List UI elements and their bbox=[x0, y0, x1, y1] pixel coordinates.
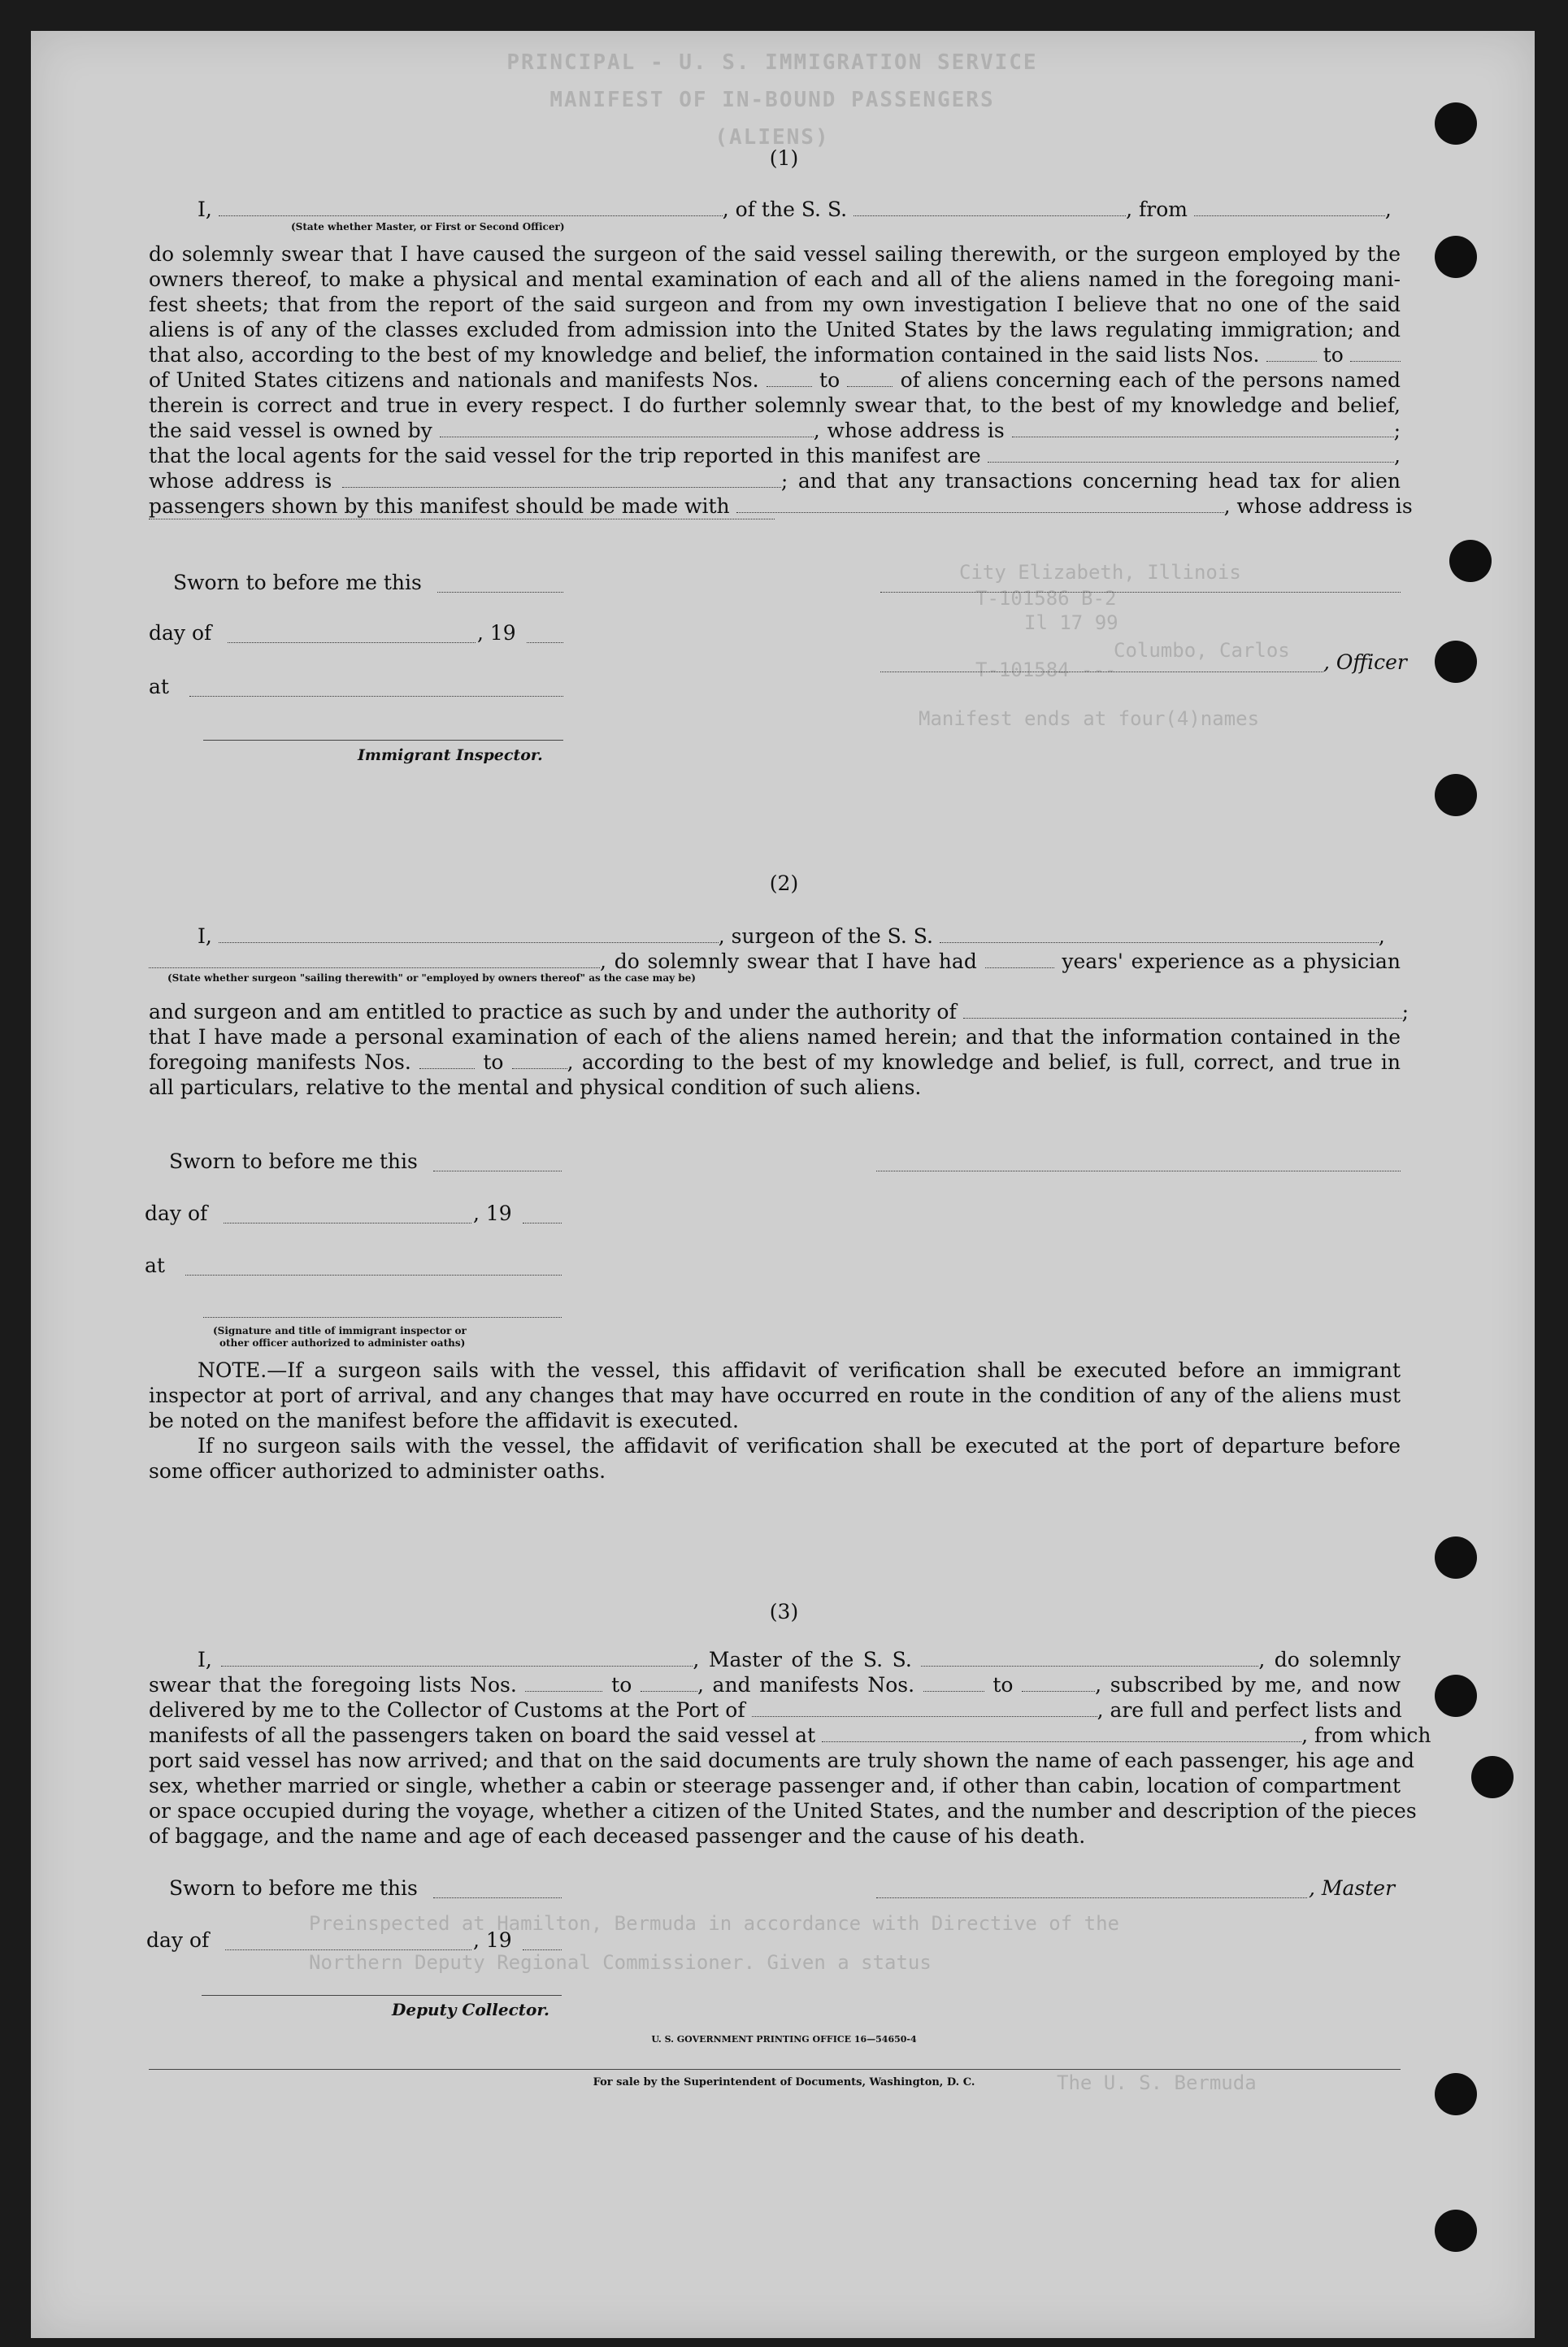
s1-line-e: the said vessel is owned by , whose address is ; bbox=[149, 419, 1401, 442]
lists-to-field[interactable] bbox=[1350, 343, 1401, 362]
s3-vessel-field[interactable] bbox=[921, 1648, 1258, 1667]
s3-year-field[interactable] bbox=[523, 1928, 562, 1950]
punch-hole bbox=[1435, 1536, 1477, 1579]
s2-month-field[interactable] bbox=[224, 1202, 471, 1223]
surgeon-caption: (State whether surgeon "sailing therewith" or "employed by owners thereof" as the case may be) bbox=[167, 972, 696, 984]
s1-sworn: Sworn to before me this bbox=[173, 571, 422, 594]
sale-line: For sale by the Superintendent of Documents, Washington, D. C. bbox=[593, 2076, 975, 2088]
s3-year: , 19 bbox=[473, 1928, 512, 1952]
s3-sworn: Sworn to before me this bbox=[169, 1876, 418, 1900]
s3-line-c: delivered by me to the Collector of Customs at the Port of , are full and perfect lists and bbox=[149, 1698, 1402, 1722]
s2-line-e: foregoing manifests Nos. to , according to the best of my knowledge and belief, is full, correct, and true in bbox=[149, 1050, 1401, 1074]
s3-line: of baggage, and the name and age of each deceased passenger and the cause of his death. bbox=[149, 1824, 1086, 1848]
manifests-to-field[interactable] bbox=[847, 368, 893, 387]
punch-hole bbox=[1435, 102, 1477, 145]
s3-manifests-to-field[interactable] bbox=[1022, 1673, 1095, 1692]
s3-line: sex, whether married or single, whether a cabin or steerage passenger and, if other than cabin, location of compartment bbox=[149, 1774, 1401, 1797]
s3-master-label: , Master bbox=[1309, 1876, 1396, 1900]
s1-year: , 19 bbox=[477, 621, 516, 645]
s1-month-field[interactable] bbox=[228, 621, 476, 643]
s2-day-of: day of bbox=[145, 1202, 208, 1225]
s2-sworn-day-field[interactable] bbox=[433, 1150, 562, 1171]
s1-line: aliens is of any of the classes excluded from admission into the United States by the laws regulating immigration; and bbox=[149, 318, 1401, 341]
s1-line-f: that the local agents for the said vessel for the trip reported in this manifest are , bbox=[149, 444, 1401, 467]
s3-manifests-from-field[interactable] bbox=[923, 1673, 984, 1692]
s3-line-d: manifests of all the passengers taken on board the said vessel at , from which bbox=[149, 1723, 1431, 1747]
authority-field[interactable] bbox=[963, 1000, 1402, 1019]
punch-hole bbox=[1435, 641, 1477, 683]
owner-field[interactable] bbox=[440, 419, 814, 437]
s2-sworn: Sworn to before me this bbox=[169, 1150, 418, 1173]
header-line-2: MANIFEST OF IN-BOUND PASSENGERS (ALIENS) bbox=[549, 88, 995, 150]
s1-line-a: I, , of the S. S. , from , bbox=[198, 198, 1392, 221]
s2-line-c: and surgeon and am entitled to practice as such by and under the authority of ; bbox=[149, 1000, 1409, 1024]
bleed-text: Columbo, Carlos bbox=[1114, 639, 1290, 662]
s3-lists-from-field[interactable] bbox=[525, 1673, 602, 1692]
local-agents-field[interactable] bbox=[988, 444, 1394, 463]
s2-manifests-to-field[interactable] bbox=[512, 1050, 567, 1069]
bleed-text: T-101586 B-2 bbox=[975, 587, 1117, 610]
s1-line-h: passengers shown by this manifest should be made with , whose address is bbox=[149, 494, 1413, 518]
punch-hole bbox=[1435, 774, 1477, 816]
s2-year: , 19 bbox=[473, 1202, 512, 1225]
page-header bbox=[488, 44, 1057, 156]
bleed-text: The U. S. Bermuda bbox=[1057, 2071, 1257, 2094]
officer-caption: (State whether Master, or First or Second Officer) bbox=[291, 221, 565, 233]
note-line: be noted on the manifest before the affidavit is executed. bbox=[149, 1409, 739, 1432]
s1-at-field[interactable] bbox=[189, 675, 563, 697]
s2-surgeon-sig[interactable] bbox=[876, 1150, 1401, 1171]
head-tax-contact-field[interactable] bbox=[736, 494, 1224, 513]
punch-hole bbox=[1471, 1756, 1514, 1798]
s3-master-sig[interactable] bbox=[876, 1876, 1307, 1898]
s2-year-field[interactable] bbox=[523, 1202, 562, 1223]
port-of-field[interactable] bbox=[752, 1698, 1097, 1717]
years-experience-field[interactable] bbox=[985, 950, 1054, 968]
s1-officer-sig[interactable] bbox=[880, 650, 1323, 672]
s2-line-d: that I have made a personal examination of each of the aliens named herein; and that the information contained in the bbox=[149, 1025, 1401, 1049]
s1-inspector-label: Immigrant Inspector. bbox=[358, 746, 543, 764]
boarding-port-field[interactable] bbox=[822, 1723, 1301, 1742]
s2-at-field[interactable] bbox=[185, 1254, 562, 1276]
punch-hole bbox=[1435, 2210, 1477, 2252]
vessel-name-field[interactable] bbox=[853, 198, 1126, 216]
s3-line-a: I, , Master of the S. S. , do solemnly bbox=[198, 1648, 1401, 1671]
s2-sig-caption: (Signature and title of immigrant inspector or other officer authorized to administer oaths) bbox=[213, 1325, 467, 1349]
manifests-from-field[interactable] bbox=[767, 368, 812, 387]
s1-line-d: therein is correct and true in every respect. I do further solemnly swear that, to the best of my knowledge and belief, bbox=[149, 393, 1401, 417]
s1-year-field[interactable] bbox=[527, 621, 563, 643]
s1-officer-sig-top[interactable] bbox=[880, 571, 1401, 593]
s3-line: or space occupied during the voyage, whether a citizen of the United States, and the number and description of the pieces bbox=[149, 1799, 1417, 1823]
header-line-1: PRINCIPAL - U. S. IMMIGRATION SERVICE bbox=[506, 50, 1038, 75]
agents-address-field[interactable] bbox=[342, 469, 781, 488]
s1-inspector-sig-line[interactable] bbox=[203, 740, 563, 741]
s3-day-of: day of bbox=[146, 1928, 210, 1952]
s3-collector-sig-line[interactable] bbox=[202, 1995, 562, 1996]
bleed-text: T-101584 --- bbox=[975, 658, 1117, 681]
bleed-text: Northern Deputy Regional Commissioner. Given a status bbox=[309, 1951, 932, 1974]
s2-line-a: I, , surgeon of the S. S. , bbox=[198, 924, 1385, 948]
s3-line: port said vessel has now arrived; and that on the said documents are truly shown the name of each passenger, his age and bbox=[149, 1749, 1415, 1772]
owner-address-field[interactable] bbox=[1012, 419, 1394, 437]
section-1-number: (1) bbox=[769, 146, 799, 170]
s1-line: fest sheets; that from the report of the said surgeon and from my own investigation I believe that no one of the said bbox=[149, 293, 1401, 316]
surgeon-name-field[interactable] bbox=[219, 924, 719, 943]
master-name-field[interactable] bbox=[221, 1648, 693, 1667]
punch-hole bbox=[1449, 540, 1492, 582]
s1-line-g: whose address is ; and that any transactions concerning head tax for alien bbox=[149, 469, 1401, 493]
note-line: If no surgeon sails with the vessel, the affidavit of verification shall be executed at the port of departure before bbox=[198, 1434, 1401, 1458]
s3-sworn-day-field[interactable] bbox=[433, 1876, 562, 1898]
s3-line-b: swear that the foregoing lists Nos. to , and manifests Nos. to , subscribed by me, and now bbox=[149, 1673, 1401, 1697]
s1-day-of: day of bbox=[149, 621, 212, 645]
s1-line: do solemnly swear that I have caused the surgeon of the said vessel sailing therewith, or the surgeon employed by the bbox=[149, 242, 1401, 266]
punch-hole bbox=[1435, 236, 1477, 278]
footer-rule bbox=[149, 2069, 1401, 2070]
s3-lists-to-field[interactable] bbox=[641, 1673, 697, 1692]
punch-hole bbox=[1435, 1675, 1477, 1717]
bleed-text: Il 17 99 bbox=[1024, 611, 1118, 634]
bleed-text: Manifest ends at four(4)names bbox=[919, 707, 1260, 730]
s1-officer-label: , Officer bbox=[1323, 650, 1407, 674]
officer-rank-field[interactable] bbox=[219, 198, 723, 216]
gpo-line: U. S. GOVERNMENT PRINTING OFFICE 16—54650-4 bbox=[651, 2034, 917, 2045]
bleed-text: Preinspected at Hamilton, Bermuda in accordance with Directive of the bbox=[309, 1912, 1119, 1935]
s2-inspector-sig-line[interactable] bbox=[203, 1317, 562, 1318]
section-2-number: (2) bbox=[769, 871, 799, 895]
s1-line-b: that also, according to the best of my knowledge and belief, the information contained in the said lists Nos. to bbox=[149, 342, 1401, 367]
surgeon-status-field[interactable] bbox=[149, 950, 600, 968]
note-line: inspector at port of arrival, and any changes that may have occurred en route in the condition of any of the aliens must bbox=[149, 1384, 1401, 1407]
section-3-number: (3) bbox=[769, 1600, 799, 1623]
s1-sworn-day-field[interactable] bbox=[437, 571, 563, 593]
note-line: some officer authorized to administer oaths. bbox=[149, 1459, 606, 1483]
note-line: NOTE.—If a surgeon sails with the vessel, this affidavit of verification shall be executed before an immigrant bbox=[198, 1358, 1401, 1382]
s2-line-b: , do solemnly swear that I have had years' experience as a physician bbox=[149, 949, 1401, 974]
bleed-text: City Elizabeth, Illinois bbox=[959, 561, 1241, 584]
lists-from-field[interactable] bbox=[1266, 343, 1317, 362]
s1-line-c: of United States citizens and nationals and manifests Nos. to of aliens concerning each of the persons named bbox=[149, 368, 1401, 392]
s1-line: owners thereof, to make a physical and mental examination of each and all of the aliens named in the foregoing mani- bbox=[149, 267, 1401, 291]
s3-month-field[interactable] bbox=[225, 1928, 471, 1950]
s3-collector-label: Deputy Collector. bbox=[392, 2000, 550, 2019]
from-port-field[interactable] bbox=[1194, 198, 1385, 216]
s1-at: at bbox=[149, 675, 169, 698]
s2-at: at bbox=[145, 1254, 165, 1277]
s2-manifests-from-field[interactable] bbox=[419, 1050, 475, 1069]
s2-vessel-field[interactable] bbox=[940, 924, 1379, 943]
s2-line-f: all particulars, relative to the mental and physical condition of such aliens. bbox=[149, 1076, 922, 1099]
